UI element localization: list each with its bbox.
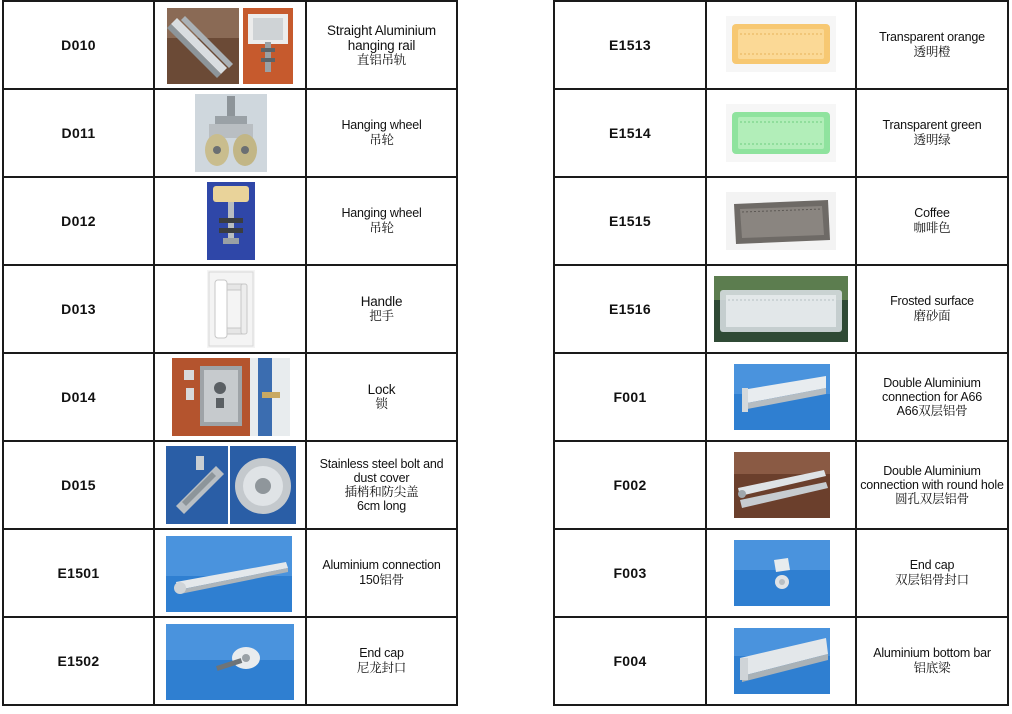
bottom-bar-photo <box>734 628 830 694</box>
table-row <box>3 265 457 353</box>
product-code: E1516 <box>554 265 706 353</box>
coffee-tray-photo <box>726 192 836 250</box>
product-code: F004 <box>554 617 706 705</box>
product-description <box>306 1 457 89</box>
product-image-cell <box>154 177 306 265</box>
product-code: E1515 <box>554 177 706 265</box>
table-row <box>554 617 1008 705</box>
product-description <box>306 617 457 705</box>
table-row <box>554 441 1008 529</box>
product-code: F003 <box>554 529 706 617</box>
product-code: F002 <box>554 441 706 529</box>
description-english: Straight Aluminium hanging rail <box>327 22 436 53</box>
description-chinese: 吊轮 <box>369 221 394 235</box>
description-chinese: 把手 <box>369 309 394 323</box>
table-row <box>3 617 457 705</box>
green-tray-photo <box>726 104 836 162</box>
product-description <box>856 441 1008 529</box>
product-description <box>856 529 1008 617</box>
description-english: Double Aluminium connection with round hole 圆孔双层铝骨 <box>860 464 1004 506</box>
product-image-cell <box>154 617 306 705</box>
table-row <box>3 441 457 529</box>
description-chinese: 咖啡色 <box>913 221 951 235</box>
product-code: E1502 <box>3 617 154 705</box>
table-row <box>554 1 1008 89</box>
product-image-cell <box>154 441 306 529</box>
steel-bolt-photo <box>166 446 296 524</box>
description-chinese: 铝底梁 <box>913 661 951 675</box>
product-code: D011 <box>3 89 154 177</box>
product-image-cell <box>706 441 856 529</box>
round-hole-aluminium-photo <box>734 452 830 518</box>
description-english: Lock <box>367 382 396 397</box>
description-chinese: 直铝吊轨 <box>356 52 407 67</box>
description-chinese: 双层铝骨封口 <box>895 573 969 587</box>
product-description <box>856 1 1008 89</box>
table-row <box>554 89 1008 177</box>
table-row <box>3 89 457 177</box>
catalog-table-right <box>553 0 1009 706</box>
handle-photo <box>207 270 255 348</box>
description-english: Transparent green <box>882 118 982 132</box>
description-english: Frosted surface <box>890 294 974 308</box>
product-code: E1501 <box>3 529 154 617</box>
description-chinese: 150铝骨 <box>359 573 404 587</box>
frosted-tray-photo <box>714 276 848 342</box>
table-row <box>3 353 457 441</box>
double-aluminium-photo <box>734 364 830 430</box>
table-row <box>3 177 457 265</box>
description-english: End cap <box>909 558 955 572</box>
description-chinese: 吊轮 <box>369 133 394 147</box>
product-description <box>306 441 457 529</box>
product-description <box>856 89 1008 177</box>
product-description <box>306 89 457 177</box>
description-english: End cap <box>359 646 404 660</box>
product-description <box>856 265 1008 353</box>
product-code: D015 <box>3 441 154 529</box>
aluminium-rail-photo <box>167 8 239 84</box>
product-image-cell <box>706 1 856 89</box>
description-english: Stainless steel bolt and dust cover <box>319 457 444 485</box>
product-code: E1513 <box>554 1 706 89</box>
product-image-cell <box>154 89 306 177</box>
product-description <box>856 617 1008 705</box>
description-chinese: 尼龙封口 <box>356 661 407 675</box>
table-row <box>3 529 457 617</box>
product-code: F001 <box>554 353 706 441</box>
product-image-cell <box>154 1 306 89</box>
product-image-cell <box>154 353 306 441</box>
description-english: Coffee <box>914 206 950 220</box>
description-chinese: 磨砂面 <box>913 309 951 323</box>
product-code: D013 <box>3 265 154 353</box>
product-description <box>306 265 457 353</box>
aluminium-rail-photo <box>243 8 293 84</box>
description-chinese: A66双层铝骨 <box>896 404 968 418</box>
product-description <box>306 353 457 441</box>
description-chinese: 锁 <box>375 397 388 411</box>
product-image-cell <box>706 177 856 265</box>
product-description <box>856 353 1008 441</box>
product-description <box>306 529 457 617</box>
product-image-cell <box>706 617 856 705</box>
orange-tray-photo <box>726 16 836 72</box>
lock-photo <box>172 358 290 436</box>
table-row <box>554 529 1008 617</box>
product-image-cell <box>154 265 306 353</box>
double-end-cap-photo <box>734 540 830 606</box>
description-english: Double Aluminium connection for A66 <box>882 376 982 404</box>
description-english: Hanging wheel <box>341 206 422 220</box>
description-chinese: 插梢和防尖盖 <box>344 485 419 499</box>
product-description <box>306 177 457 265</box>
product-description <box>856 177 1008 265</box>
description-english: Transparent orange <box>879 30 985 44</box>
description-chinese: 透明橙 <box>913 45 951 59</box>
product-image-cell <box>706 89 856 177</box>
description-extra: 6cm long <box>356 499 407 513</box>
product-code: D014 <box>3 353 154 441</box>
description-english: Handle <box>360 294 403 309</box>
catalog-table-left <box>2 0 458 706</box>
product-image-cell <box>154 529 306 617</box>
table-row <box>3 1 457 89</box>
end-cap-photo <box>166 624 294 700</box>
product-code: D012 <box>3 177 154 265</box>
description-english: Aluminium bottom bar <box>873 646 991 660</box>
table-row <box>554 177 1008 265</box>
table-row <box>554 353 1008 441</box>
product-code: E1514 <box>554 89 706 177</box>
aluminium-connection-photo <box>166 536 292 612</box>
description-english: Aluminium connection <box>322 558 441 572</box>
hanging-wheel-photo <box>207 182 255 260</box>
description-chinese: 透明绿 <box>913 133 951 147</box>
product-code: D010 <box>3 1 154 89</box>
product-image-cell <box>706 353 856 441</box>
product-image-cell <box>706 265 856 353</box>
product-image-cell <box>706 529 856 617</box>
table-row <box>554 265 1008 353</box>
hanging-wheel-photo <box>195 94 267 172</box>
description-english: Hanging wheel <box>341 118 422 132</box>
